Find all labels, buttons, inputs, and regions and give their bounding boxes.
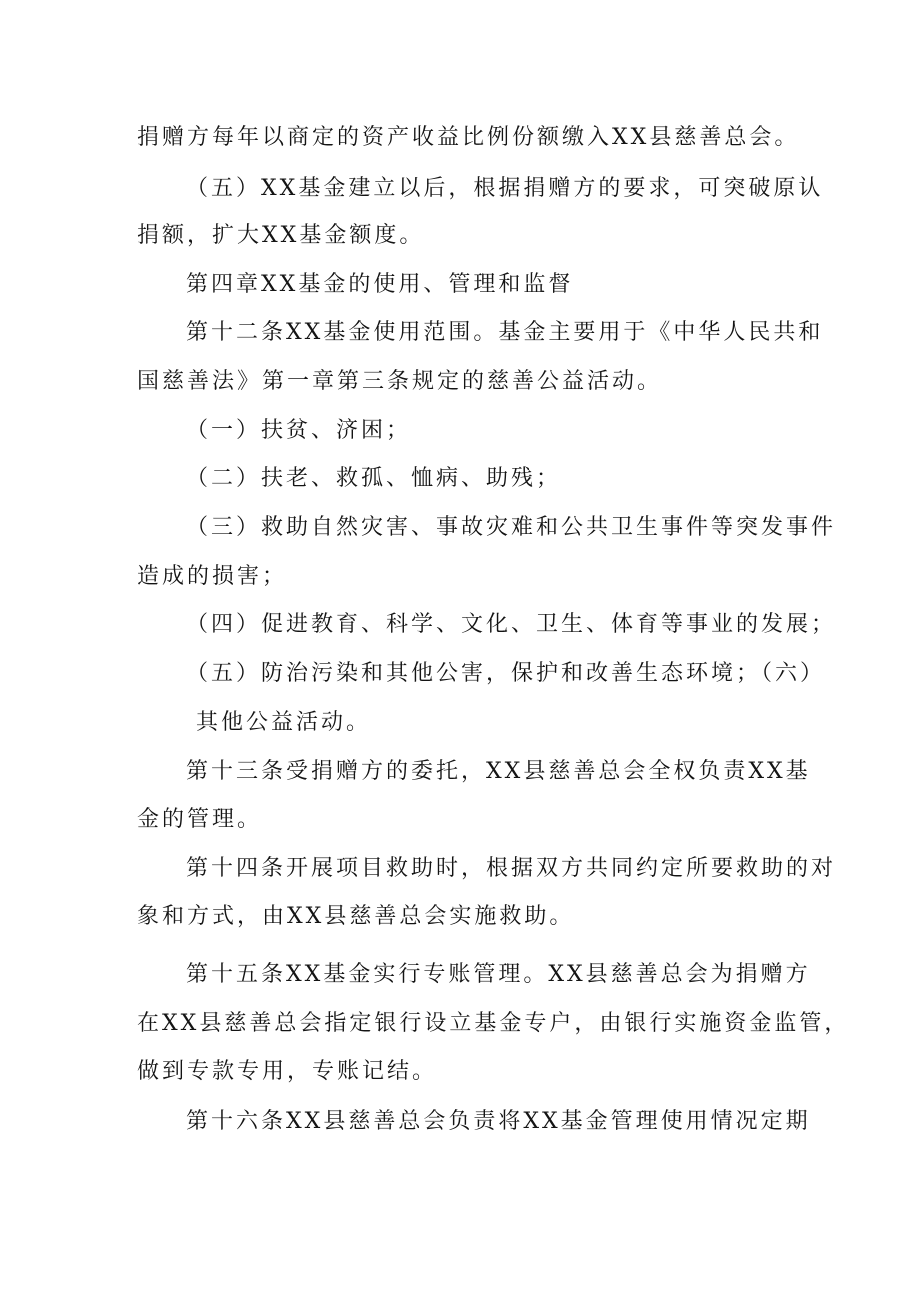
- list-item: （二）扶老、救孤、恤病、助残；: [186, 466, 562, 491]
- list-item: （五）防治污染和其他公害，保护和改善生态环境；（六）: [186, 661, 826, 686]
- text-line: 国慈善法》第一章第三条规定的慈善公益活动。: [137, 369, 663, 394]
- section-heading: 第四章XX基金的使用、管理和监督: [186, 272, 574, 297]
- list-item: （一）扶贫、济困；: [186, 418, 412, 443]
- text-line: 第十六条XX县慈善总会负责将XX基金管理使用情况定期: [186, 1109, 811, 1134]
- text-line: 造成的损害；: [137, 564, 288, 589]
- text-line: 第十三条受捐赠方的委托，XX县慈善总会全权负责XX基: [186, 759, 811, 784]
- text-line: 捐赠方每年以商定的资产收益比例份额缴入XX县慈善总会。: [137, 125, 800, 150]
- text-line: 捐额，扩大XX基金额度。: [137, 223, 425, 248]
- text-line: 第十四条开展项目救助时，根据双方共同约定所要救助的对: [186, 856, 837, 881]
- text-line: 在XX县慈善总会指定银行设立基金专户，由银行实施资金监管，: [137, 1011, 850, 1036]
- text-line: 第十五条XX基金实行专账管理。XX县慈善总会为捐赠方: [186, 962, 811, 987]
- text-line: 第十二条XX基金使用范围。基金主要用于《中华人民共和: [186, 320, 824, 345]
- text-line: （五）XX基金建立以后，根据捐赠方的要求，可突破原认: [186, 176, 824, 201]
- list-item: 其他公益活动。: [196, 710, 372, 735]
- text-line: 做到专款专用，专账记结。: [137, 1059, 438, 1084]
- list-item: （三）救助自然灾害、事故灾难和公共卫生事件等突发事件: [186, 515, 837, 540]
- list-item: （四）促进教育、科学、文化、卫生、体育等事业的发展；: [186, 612, 837, 637]
- text-line: 金的管理。: [137, 807, 263, 832]
- text-line: 象和方式，由XX县慈善总会实施救助。: [137, 904, 575, 929]
